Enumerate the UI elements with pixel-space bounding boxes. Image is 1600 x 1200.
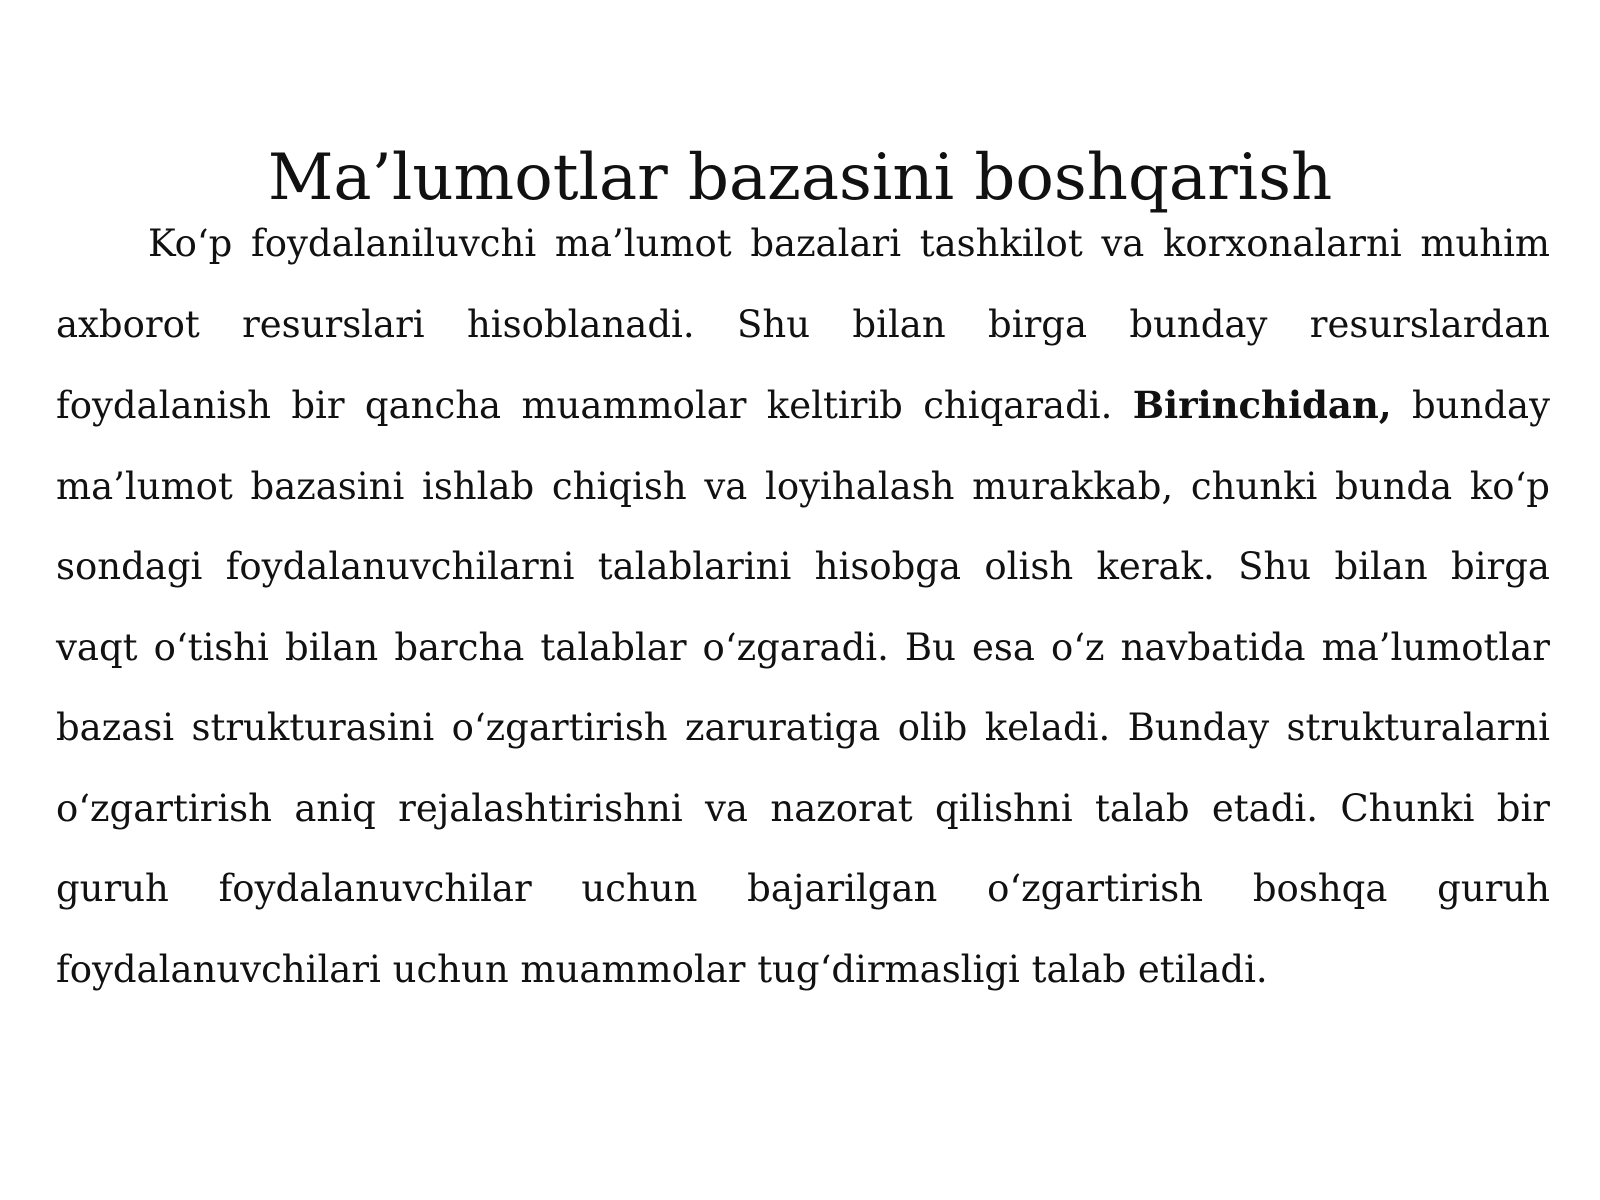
paragraph-text-start: Ko‘p foydalaniluvchi ma’lumot bazalari tashkilot va korxonalarni muhim axborot resurslari hisoblanadi. Shu bilan birga bunday resurslardan foydalanish bir qancha muammolar keltirib chiqaradi.	[56, 222, 1550, 427]
paragraph-emphasis: Birinchidan,	[1132, 383, 1392, 427]
paragraph-text-end: bunday ma’lumot bazasini ishlab chiqish va loyihalash murakkab, chunki bunda ko‘p sondagi foydalanuvchilarni talablarini hisobga olish kerak. Shu bilan birga vaqt o‘tishi bilan barcha talablar o‘zgaradi. Bu esa o‘z navbatida ma’lumotlar bazasi strukturasini o‘zgartirish zaruratiga olib keladi. Bunday strukturalarni o‘zgartirish aniq rejalashtirishni va nazorat qilishni talab etadi. Chunki bir guruh foydalanuvchilar uchun bajarilgan o‘zgartirish boshqa guruh foydalanuvchilari uchun muammolar tug‘dirmasligi talab etiladi.	[56, 384, 1550, 991]
slide-title: Ma’lumotlar bazasini boshqarish	[267, 141, 1333, 215]
body-paragraph	[56, 204, 1550, 1010]
